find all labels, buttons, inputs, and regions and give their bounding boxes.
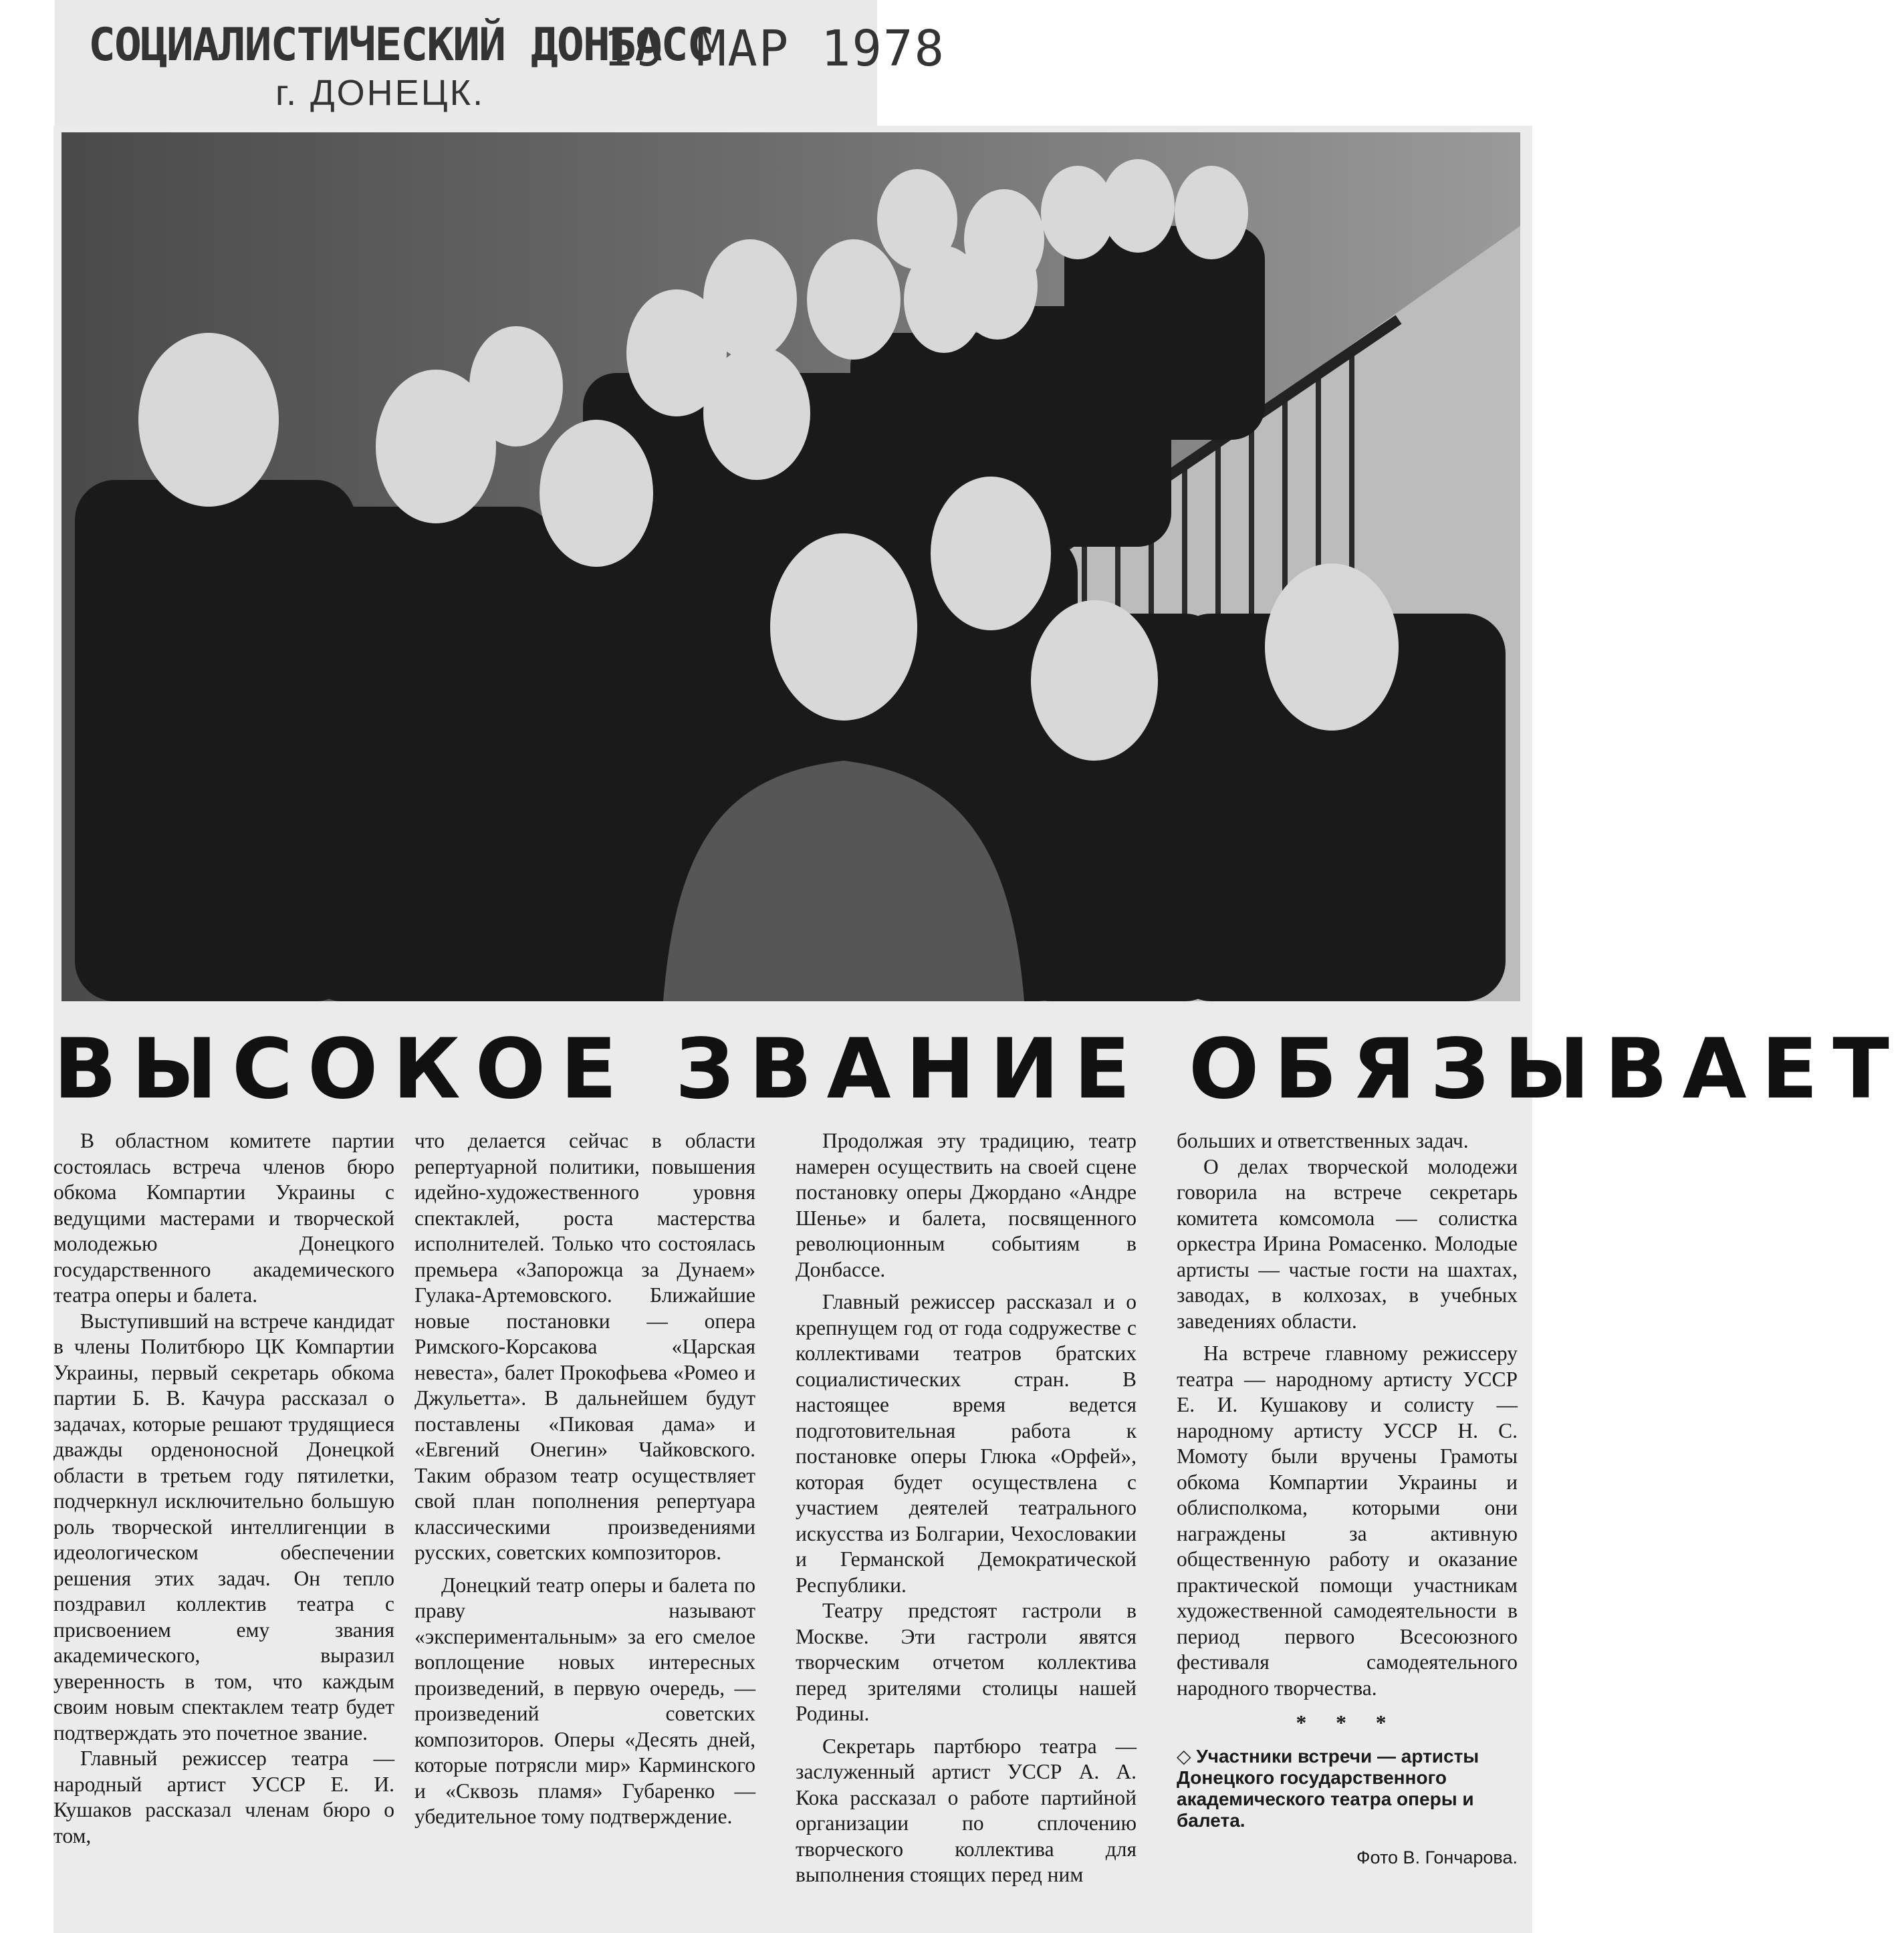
archive-stamp	[55, 0, 946, 126]
paragraph: что делается сейчас в области репертуарной политики, повышения идейно-художественного уровня спектаклей, роста мастерства исполнителей. Только что состоялась премьера «Запорожца за Дунаем» Гулака-Артемовского. Ближайшие новые постановки — опера Римского-Корсакова «Царская невеста», балет Прокофьева «Ромео и Джульетта». В дальнейшем будут поставлены «Пиковая дама» и «Евгений Онегин» Чайковского. Таким образом театр осуществляет свой план пополнения репертуара классическими произведениями русских, советских композиторов.	[414, 1129, 755, 1564]
paragraph: больших и ответственных задач.	[1177, 1129, 1469, 1152]
photo-caption: ◇ Участники встречи — артисты Донецкого государственного академического театра оперы и балета.	[1177, 1745, 1479, 1831]
article-column-4	[1177, 1128, 1518, 1870]
paragraph: Театру предстоят гастроли в Москве. Эти гастроли явятся творческим отчетом коллектива перед зрителями столицы нашей Родины.	[796, 1599, 1137, 1725]
paragraph: Секретарь партбюро театра — заслуженный артист УССР А. А. Кока рассказал о работе партийной организации по сплочению творческого коллектива для выполнения стоящих перед ним	[796, 1734, 1137, 1886]
stamp-date: 19 МАР 1978	[603, 20, 946, 78]
newspaper-city: г. ДОНЕЦК.	[275, 73, 485, 113]
article-column-1	[53, 1128, 394, 1849]
paragraph: Главный режиссер рассказал и о крепнущем год от года содружестве с коллективами театров братских социалистических стран. В настоящее время ведется подготовительная работа к постановке оперы Глюка «Орфей», которая будет осуществлена с участием деятелей театрального искусства из Болгарии, Чехословакии и Германской Демократической Республики.	[796, 1290, 1137, 1597]
paragraph: Донецкий театр оперы и балета по праву называют «экспериментальным» за его смелое воплощение новых интересных произведений, в первую очередь, — произведений советских композиторов. Оперы «Десять дней, которые потрясли мир» Карминского и «Сквозь пламя» Губаренко — убедительное тому подтверждение.	[414, 1573, 755, 1828]
photo-credit: Фото В. Гончарова.	[1356, 1847, 1518, 1867]
article-column-3	[796, 1128, 1137, 1888]
group-photo	[62, 132, 1520, 1001]
article-column-2	[414, 1128, 755, 1830]
paragraph: В областном комитете партии состоялась встреча членов бюро обкома Компартии Украины с ведущими мастерами и творческой молодежью Донецкого государственного академического театра оперы и балета.	[53, 1129, 394, 1307]
newspaper-clipping	[53, 126, 1904, 1933]
paragraph: О делах творческой молодежи говорила на встрече секретарь комитета комсомола — солистка оркестра Ирина Ромасенко. Молодые артисты — частые гости на шахтах, заводах, в колхозах, в учебных заведениях области.	[1177, 1154, 1518, 1333]
section-separator: * * *	[1296, 1711, 1399, 1734]
headline: ВЫСОКОЕ ЗВАНИЕ ОБЯЗЫВАЕТ	[53, 1021, 1904, 1118]
paragraph: Продолжая эту традицию, театр намерен осуществить на своей сцене постановку оперы Джордано «Андре Шенье» и балета, посвященного революционным событиям в Донбассе.	[796, 1129, 1137, 1281]
paragraph: Главный режиссер театра — народный артист УССР Е. И. Кушаков рассказал членам бюро о том,	[53, 1747, 394, 1847]
paragraph: На встрече главному режиссеру театра — народному артисту УССР Е. И. Кушакову и солисту — народному артисту УССР Н. С. Момоту были вручены Грамоты обкома Компартии Украины и облисполкома, которыми они награждены за активную общественную работу и оказание практической помощи участникам художественной самодеятельности в период первого Всесоюзного фестиваля самодеятельного народного творчества.	[1177, 1341, 1518, 1700]
paragraph: Выступивший на встрече кандидат в члены Политбюро ЦК Компартии Украины, первый секретарь обкома партии Б. В. Качура рассказал о задачах, которые решают трудящиеся дважды орденоносной Донецкой области в третьем году пятилетки, подчеркнул исключительно большую роль творческой интеллигенции в идеологическом обеспечении решения этих задач. Он тепло поздравил коллектив театра с присвоением ему звания академического, выразил уверенность в том, что каждым своим новым спектаклем театр будет подтверждать это почетное звание.	[53, 1309, 394, 1745]
newspaper-name: СОЦИАЛИСТИЧЕСКИЙ ДОНБАСС	[88, 19, 713, 72]
